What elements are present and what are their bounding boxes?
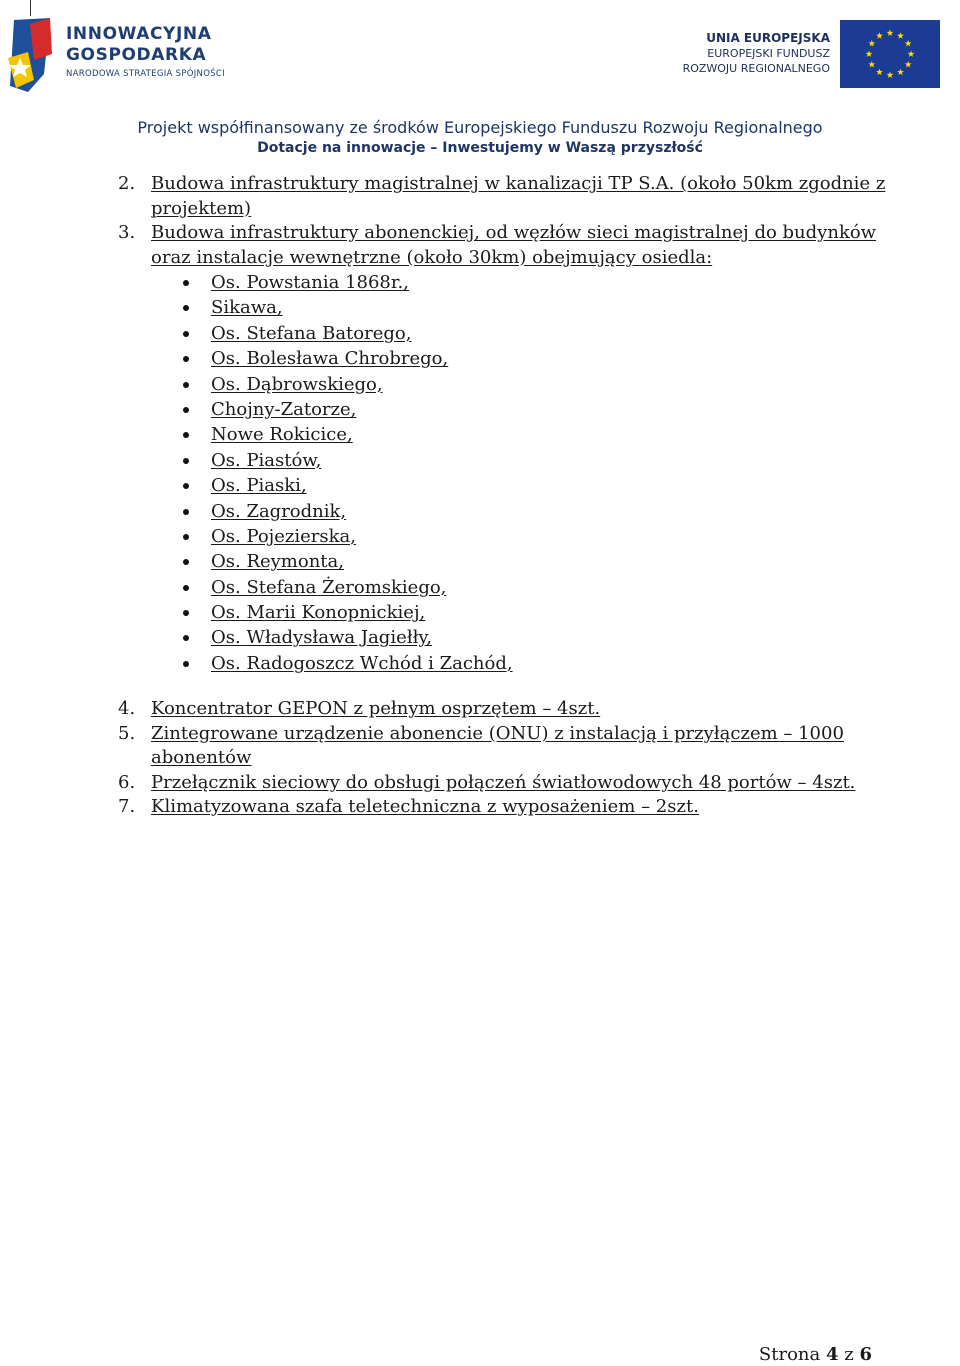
list-item: [0, 697, 891, 722]
estate-name: Os. Powstania 1868r.,: [211, 272, 409, 293]
item-number: 4.: [118, 698, 136, 720]
list-item: [0, 651, 960, 676]
page-number: [759, 1344, 872, 1366]
page-of: z: [844, 1344, 854, 1365]
bullet-icon: [183, 534, 189, 540]
item-text: Budowa infrastruktury magistralnej w kanalizacji TP S.A. (około 50km zgodnie z projektem): [151, 173, 886, 219]
list-item: [0, 575, 960, 600]
list-item: [0, 549, 960, 574]
list-item: [0, 397, 960, 422]
bullet-icon: [183, 585, 189, 591]
logo-line-2: GOSPODARKA: [66, 45, 207, 65]
estate-name: Os. Piastów,: [211, 449, 322, 471]
estate-name: Nowe Rokicice,: [211, 424, 353, 446]
item-number: 3.: [118, 222, 136, 243]
program-slogan-line: Dotacje na innowacje – Inwestujemy w Waszą przyszłość: [257, 140, 703, 156]
estate-name: Chojny-Zatorze,: [211, 398, 357, 420]
list-item: [0, 172, 891, 221]
list-item: [0, 600, 960, 625]
bullet-icon: [183, 559, 189, 565]
logo-line-3: NARODOWA STRATEGIA SPÓJNOŚCI: [66, 69, 225, 79]
item-number: 2.: [118, 173, 136, 194]
estate-name: Os. Bolesława Chrobrego,: [211, 348, 449, 370]
bullet-icon: [183, 635, 189, 641]
list-item: [0, 473, 960, 498]
item-text: Klimatyzowana szafa teletechniczna z wyposażeniem – 2szt.: [151, 796, 699, 818]
logo-line-1: INNOWACYJNA: [66, 24, 212, 44]
innowacyjna-gospodarka-text: [66, 24, 225, 79]
list-item: [0, 270, 960, 295]
bullet-icon: [183, 509, 189, 515]
bullet-icon: [183, 382, 189, 388]
page-label: Strona: [758, 1344, 821, 1365]
list-item: [0, 372, 960, 397]
project-cofinancing-line: Projekt współfinansowany ze środków Europejskiego Funduszu Rozwoju Regionalnego: [137, 118, 823, 137]
bullet-icon: [183, 305, 189, 311]
bullet-icon: [183, 356, 189, 362]
estate-name: Os. Stefana Batorego,: [211, 322, 412, 344]
list-item: [0, 625, 960, 650]
list-item: [0, 321, 960, 346]
bullet-icon: [183, 331, 189, 337]
item-number: 6.: [118, 771, 136, 793]
item-number: 5.: [118, 722, 136, 744]
item-text: Przełącznik sieciowy do obsługi połączeń światłowodowych 48 portów – 4szt.: [151, 771, 856, 793]
list-item: [0, 448, 960, 473]
total-pages: 6: [859, 1344, 872, 1365]
list-item: [0, 295, 960, 320]
estate-name: Os. Marii Konopnickiej,: [211, 602, 426, 624]
list-item: [0, 422, 960, 447]
eu-line-1: UNIA EUROPEJSKA: [706, 31, 830, 45]
estate-name: Os. Stefana Żeromskiego,: [211, 576, 447, 598]
item-text: Budowa infrastruktury abonenckiej, od węzłów sieci magistralnej do budynków oraz instalacje wewnętrzne (około 30km) obejmujący osiedla:: [151, 222, 877, 268]
list-item: [0, 524, 960, 549]
list-item: [0, 346, 960, 371]
list-item: [0, 221, 891, 270]
eu-line-2: EUROPEJSKI FUNDUSZ: [707, 47, 830, 60]
item-text: Koncentrator GEPON z pełnym osprzętem – 4szt.: [151, 698, 601, 720]
bullet-icon: [183, 661, 189, 667]
estate-name: Os. Pojezierska,: [211, 525, 356, 547]
estate-name: Os. Reymonta,: [211, 551, 344, 573]
eu-line-3: ROZWOJU REGIONALNEGO: [682, 62, 830, 75]
estate-name: Sikawa,: [211, 297, 283, 319]
bullet-icon: [183, 610, 189, 616]
estate-name: Os. Władysława Jagiełły,: [211, 627, 432, 649]
eu-flag-icon: [840, 20, 940, 88]
estate-name: Os. Radogoszcz Wchód i Zachód,: [211, 652, 513, 674]
estate-name: Os. Piaski,: [211, 475, 307, 497]
list-item: [0, 795, 891, 820]
bullet-icon: [183, 432, 189, 438]
estates-list: [0, 270, 960, 676]
bullet-icon: [183, 483, 189, 489]
item-text: Zintegrowane urządzenie abonencie (ONU) z instalacją i przyłączem – 1000 abonentów: [151, 722, 844, 769]
bullet-icon: [183, 407, 189, 413]
estate-name: Os. Zagrodnik,: [211, 500, 347, 522]
current-page: 4: [825, 1344, 839, 1365]
item-number: 7.: [118, 796, 136, 818]
bullet-icon: [183, 280, 189, 286]
eu-logo-text: [664, 30, 830, 76]
list-item: [0, 499, 960, 524]
document-body: [0, 172, 960, 820]
estate-name: Os. Dąbrowskiego,: [211, 373, 383, 395]
list-item: [0, 771, 891, 796]
list-item: [0, 722, 891, 771]
bullet-icon: [183, 458, 189, 464]
